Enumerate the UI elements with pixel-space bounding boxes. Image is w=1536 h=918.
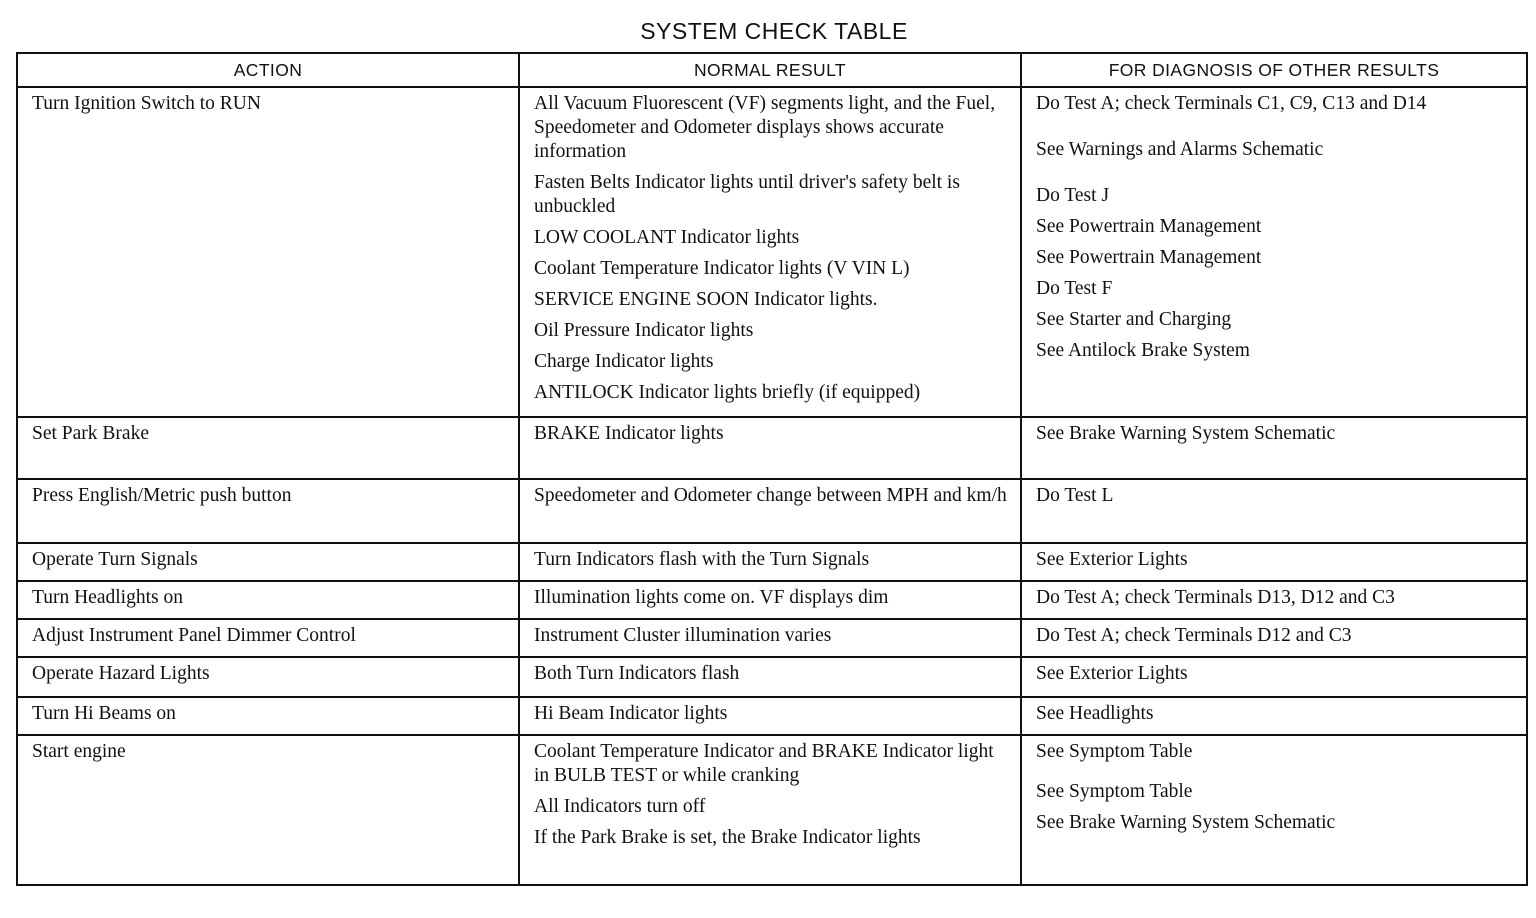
diagnosis-cell bbox=[1021, 479, 1527, 543]
diagnosis-line: See Antilock Brake System bbox=[1036, 340, 1250, 361]
normal-result-cell bbox=[519, 417, 1021, 479]
normal-result-cell bbox=[519, 657, 1021, 697]
action-cell: Operate Turn Signals bbox=[17, 543, 519, 581]
diagnosis-cell bbox=[1021, 87, 1527, 417]
diagnosis-line: See Powertrain Management bbox=[1036, 247, 1262, 268]
diagnosis-line: Do Test F bbox=[1036, 278, 1113, 299]
action-cell: Start engine bbox=[17, 735, 519, 885]
diagnosis-line: See Symptom Table bbox=[1036, 741, 1193, 762]
normal-result-cell bbox=[519, 543, 1021, 581]
diagnosis-line: See Brake Warning System Schematic bbox=[1036, 423, 1336, 444]
result-line: Hi Beam Indicator lights bbox=[534, 703, 728, 724]
diagnosis-line: Do Test J bbox=[1036, 185, 1110, 206]
diagnosis-line: See Powertrain Management bbox=[1036, 216, 1262, 237]
diagnosis-line: See Brake Warning System Schematic bbox=[1036, 812, 1336, 833]
diagnosis-line: See Exterior Lights bbox=[1036, 549, 1188, 570]
result-line: Charge Indicator lights bbox=[534, 351, 714, 372]
diagnosis-line: See Warnings and Alarms Schematic bbox=[1036, 139, 1324, 160]
column-header-normal-result: NORMAL RESULT bbox=[519, 53, 1021, 87]
result-line: Speedometer and Odometer change between MPH and km/h bbox=[534, 485, 1007, 506]
result-line: Oil Pressure Indicator lights bbox=[534, 320, 754, 341]
action-cell: Operate Hazard Lights bbox=[17, 657, 519, 697]
result-line: Coolant Temperature Indicator and BRAKE Indicator light in BULB TEST or while cranking bbox=[534, 741, 994, 786]
system-check-table bbox=[16, 52, 1528, 886]
table-row bbox=[17, 417, 1527, 479]
table-row bbox=[17, 697, 1527, 735]
diagnosis-line: Do Test A; check Terminals D13, D12 and C3 bbox=[1036, 587, 1395, 608]
action-cell: Turn Ignition Switch to RUN bbox=[17, 87, 519, 417]
normal-result-cell bbox=[519, 735, 1021, 885]
diagnosis-line: Do Test A; check Terminals C1, C9, C13 and D14 bbox=[1036, 93, 1427, 114]
normal-result-cell bbox=[519, 581, 1021, 619]
table-row bbox=[17, 619, 1527, 657]
result-line: ANTILOCK Indicator lights briefly (if equipped) bbox=[534, 382, 921, 403]
header-row bbox=[17, 53, 1527, 87]
result-line: LOW COOLANT Indicator lights bbox=[534, 227, 800, 248]
diagnosis-line: See Symptom Table bbox=[1036, 781, 1193, 802]
diagnosis-cell bbox=[1021, 581, 1527, 619]
diagnosis-line: See Headlights bbox=[1036, 703, 1154, 724]
result-line: Both Turn Indicators flash bbox=[534, 663, 740, 684]
table-row bbox=[17, 581, 1527, 619]
result-line: Instrument Cluster illumination varies bbox=[534, 625, 832, 646]
normal-result-cell bbox=[519, 619, 1021, 657]
diagnosis-line: See Exterior Lights bbox=[1036, 663, 1188, 684]
action-cell: Turn Hi Beams on bbox=[17, 697, 519, 735]
result-line: BRAKE Indicator lights bbox=[534, 423, 724, 444]
table-row bbox=[17, 87, 1527, 417]
normal-result-cell bbox=[519, 87, 1021, 417]
diagnosis-cell bbox=[1021, 697, 1527, 735]
column-header-action: ACTION bbox=[17, 53, 519, 87]
diagnosis-cell bbox=[1021, 619, 1527, 657]
action-cell: Turn Headlights on bbox=[17, 581, 519, 619]
result-line: SERVICE ENGINE SOON Indicator lights. bbox=[534, 289, 878, 310]
diagnosis-line: Do Test L bbox=[1036, 485, 1114, 506]
diagnosis-cell bbox=[1021, 543, 1527, 581]
table-row bbox=[17, 735, 1527, 885]
action-cell: Press English/Metric push button bbox=[17, 479, 519, 543]
action-cell: Set Park Brake bbox=[17, 417, 519, 479]
action-cell: Adjust Instrument Panel Dimmer Control bbox=[17, 619, 519, 657]
table-row bbox=[17, 657, 1527, 697]
diagnosis-cell bbox=[1021, 735, 1527, 885]
column-header-diagnosis: FOR DIAGNOSIS OF OTHER RESULTS bbox=[1021, 53, 1527, 87]
result-line: All Indicators turn off bbox=[534, 796, 706, 817]
diagnosis-line: See Starter and Charging bbox=[1036, 309, 1232, 330]
page-title: SYSTEM CHECK TABLE bbox=[640, 18, 908, 44]
diagnosis-cell bbox=[1021, 657, 1527, 697]
result-line: Coolant Temperature Indicator lights (V VIN L) bbox=[534, 258, 910, 279]
table-row bbox=[17, 543, 1527, 581]
normal-result-cell bbox=[519, 479, 1021, 543]
result-line: If the Park Brake is set, the Brake Indicator lights bbox=[534, 827, 921, 848]
table-row bbox=[17, 479, 1527, 543]
result-line: Fasten Belts Indicator lights until driver's safety belt is unbuckled bbox=[534, 172, 960, 217]
result-line: All Vacuum Fluorescent (VF) segments light, and the Fuel, Speedometer and Odometer displays shows accurate information bbox=[534, 93, 996, 162]
result-line: Illumination lights come on. VF displays dim bbox=[534, 587, 889, 608]
result-line: Turn Indicators flash with the Turn Signals bbox=[534, 549, 870, 570]
normal-result-cell bbox=[519, 697, 1021, 735]
diagnosis-line: Do Test A; check Terminals D12 and C3 bbox=[1036, 625, 1352, 646]
diagnosis-cell bbox=[1021, 417, 1527, 479]
